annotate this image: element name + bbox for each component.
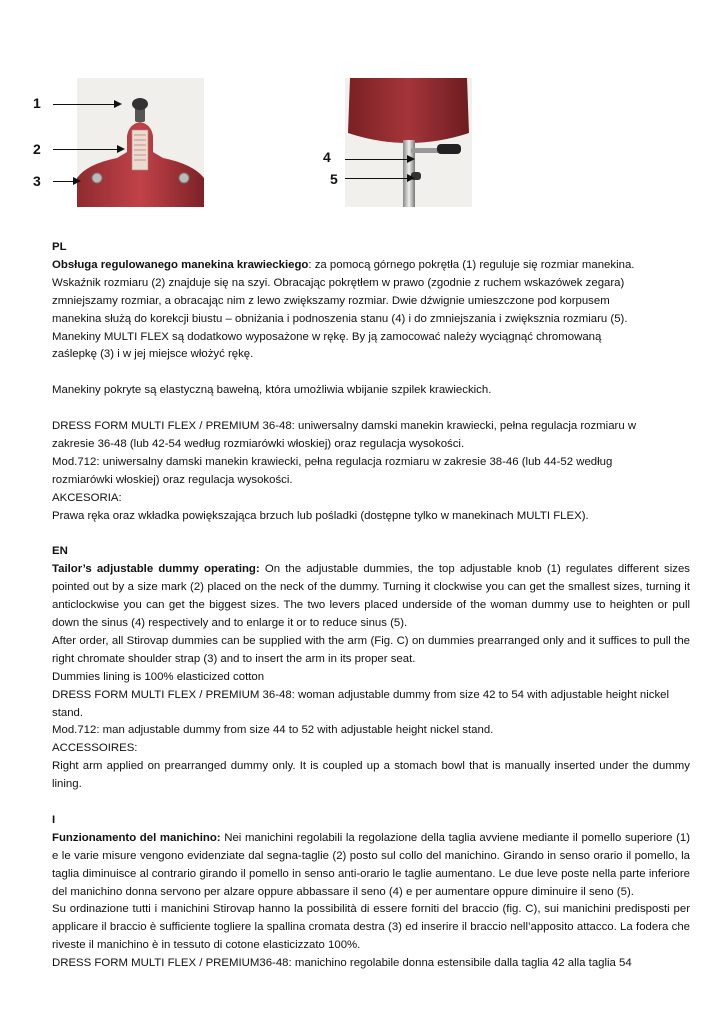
pl-paragraph-3-line: DRESS FORM MULTI FLEX / PREMIUM 36-48: uniwersalny damski manekin krawiecki, pełna regulacja rozmiaru w (52, 420, 637, 433)
it-paragraph-2: Su ordinazione tutti i manichini Stirovap hanno la possibilità di essere forniti del braccio (fig. C), sui manichini predisposti per applicare il braccio è sufficiente togliere la spallina cromata destra (3) ed inserire il braccio nell’apposito attacco. La fodera che riveste il manichino è in tessuto di cotone elasticizzato 100%. (52, 903, 690, 952)
dummy-base-image (345, 78, 472, 207)
figure-left-dummy-top (77, 78, 204, 207)
en-paragraph-4: DRESS FORM MULTI FLEX / PREMIUM 36-48: woman adjustable dummy from size 42 to 54 with adjustable height nickel stand. (52, 688, 670, 719)
pl-accessories-text: Prawa ręka oraz wkładka powiększająca brzuch lub pośladki (dostępne tylko w manekinach MULTI FLEX). (52, 509, 589, 522)
callout-arrow-2 (53, 149, 123, 150)
it-paragraph-1: Funzionamento del manichino: Nei manichini regolabili la regolazione della taglia avviene mediante il pomello superiore (1) e le varie misure vengono evidenziate dal segna-taglie (2) posto sul collo del manichino. Girando in senso orario il pomello, la taglia diminuisce al contrario girando il pomello in senso anti-orario le taglie aumentano. Le due leve poste nella parte inferiore del manichino donna servono per alzare oppure abbassare il seno (4) e per aumentare oppure diminuire il seno (5). (52, 831, 690, 898)
callout-3: 3 (33, 173, 41, 189)
dummy-torso-image (77, 78, 204, 207)
pl-paragraph-1-line: zaślepkę (3) i w jej miejsce włożyć rękę. (52, 348, 254, 361)
callout-arrow-5 (345, 178, 413, 179)
callout-arrow-4 (345, 159, 413, 160)
pl-paragraph-1-line: manekina służą do korekcji biustu – obniżania i podnoszenia stanu (4) i do zmniejszania i zwiększnia rozmiaru (5). (52, 312, 628, 325)
pl-paragraph-1: Obsługa regulowanego manekina krawieckiego: za pomocą górnego pokrętła (1) reguluje się rozmiar manekina. (52, 258, 635, 271)
en-paragraph-3: Dummies lining is 100% elasticized cotton (52, 670, 265, 683)
pl-paragraph-3-line: Mod.712: uniwersalny damski manekin krawiecki, pełna regulacja rozmiaru w zakresie 38-46 (lub 44-52 według (52, 455, 613, 468)
pl-paragraph-1-line: Manekiny MULTI FLEX są dodatkowo wyposażone w rękę. By ją zamocować należy wyciągnąć chromowaną (52, 330, 602, 343)
section-heading-it: I (52, 813, 56, 826)
callout-1: 1 (33, 95, 41, 111)
en-paragraph-2: After order, all Stirovap dummies can be supplied with the arm (Fig. C) on dummies prearranged only and it suffices to pull the right chromate shoulder strap (3) and to insert the arm in its proper seat. (52, 634, 690, 665)
en-paragraph-1: Tailor’s adjustable dummy operating: On the adjustable dummies, the top adjustable knob (1) regulates different sizes pointed out by a size mark (2) placed on the neck of the dummy. Turning it clockwise you can get the smallest sizes, turning it anticlockwise you can get the biggest sizes. The two levers placed underside of the woman dummy use to heighten or pull down the sinus (4) respectively and to enlarge it or to reduce sinus (5). (52, 563, 690, 629)
it-paragraph-3: DRESS FORM MULTI FLEX / PREMIUM36-48: manichino regolabile donna estensibile dalla taglia 42 alla taglia 54 (52, 957, 632, 970)
en-accessories-text: Right arm applied on prearranged dummy only. It is coupled up a stomach bowl that is manually inserted under the dummy lining. (52, 760, 690, 791)
pl-paragraph-2: Manekiny pokryte są elastyczną bawełną, która umożliwia wbijanie szpilek krawieckich. (52, 384, 492, 397)
callout-5: 5 (330, 171, 338, 187)
section-heading-pl: PL (52, 241, 67, 253)
en-paragraph-5: Mod.712: man adjustable dummy from size 44 to 52 with adjustable height nickel stand. (52, 724, 494, 737)
en-paragraph-1-title: Tailor’s adjustable dummy operating: (52, 563, 260, 576)
figure-right-dummy-base (345, 78, 472, 207)
section-heading-en: EN (52, 545, 68, 558)
en-accessories-heading: ACCESSOIRES: (52, 742, 138, 755)
callout-2: 2 (33, 141, 41, 157)
callout-arrow-3 (53, 181, 79, 182)
callout-4: 4 (323, 149, 331, 165)
pl-accessories-heading: AKCESORIA: (52, 491, 122, 504)
pl-paragraph-1-line: Wskaźnik rozmiaru (2) znajduje się na szyi. Obracając pokrętłem w prawo (zgodnie z ruchem wskazówek zegara) (52, 276, 625, 289)
pl-paragraph-1-title: Obsługa regulowanego manekina krawieckiego (52, 258, 309, 271)
it-paragraph-1-title: Funzionamento del manichino: (52, 831, 221, 844)
pl-paragraph-3-line: rozmiarówki włoskiej) oraz regulacja wysokości. (52, 473, 293, 486)
pl-paragraph-1-line: zmniejszamy rozmiar, a obracając nim z lewo zwiększamy rozmiar. Dwie dźwignie umieszczone pod korpusem (52, 294, 610, 307)
callout-arrow-1 (53, 104, 120, 105)
pl-paragraph-3-line: zakresie 36-48 (lub 42-54 według rozmiarówki włoskiej) oraz regulacja wysokości. (52, 437, 465, 450)
document-body (52, 239, 690, 973)
